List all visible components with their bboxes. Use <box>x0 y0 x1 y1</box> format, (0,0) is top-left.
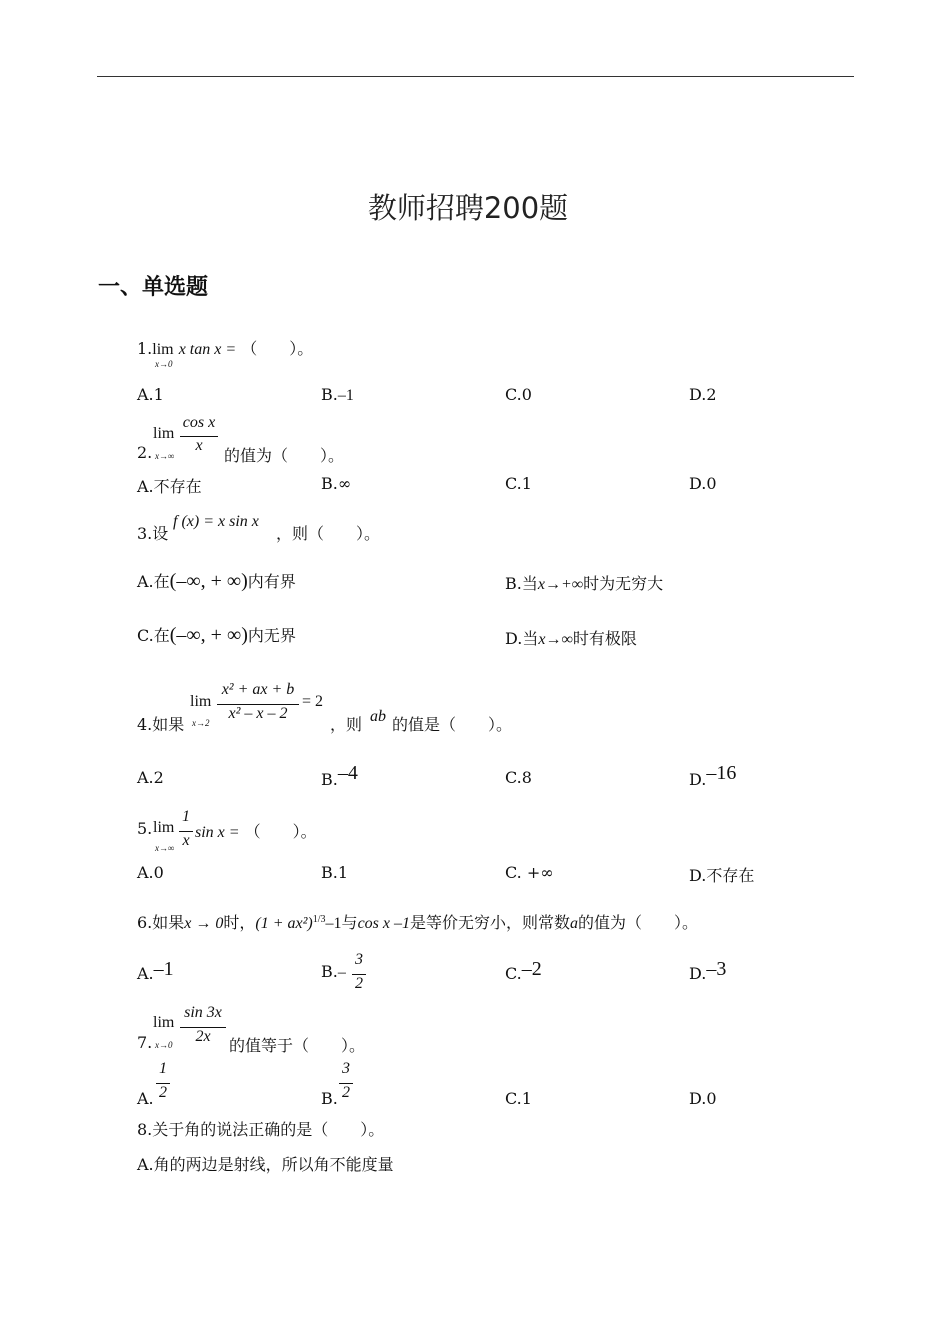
q7-option-a-denominator: 2 <box>156 1083 170 1102</box>
q7-fraction-denominator: 2x <box>180 1027 226 1046</box>
q5-expression: sin x = （ ）。 <box>195 822 317 841</box>
q4-option-a[interactable]: A.2 <box>137 768 164 787</box>
q5-option-a[interactable]: A.0 <box>137 863 164 882</box>
q7-stem: 的值等于（ ）。 <box>229 1036 366 1055</box>
q6-cos-expression: cos x –1 <box>357 915 410 932</box>
q7-fraction-numerator: sin 3x <box>184 1004 222 1021</box>
q5-option-d[interactable]: D.不存在 <box>689 866 755 885</box>
q1-lim: lim <box>152 341 174 358</box>
q4-number: 4.如果 <box>137 715 185 734</box>
q7-limit-subscript: x→0 <box>155 1040 173 1050</box>
question-6: 6.如果x → 0时，$(1 + ax^2)^{1/3}-1$与cos x –1是等价无穷小，则常数a的值为（ ）。 <box>137 913 699 932</box>
q3-option-c-interval: (–∞, + ∞) <box>169 624 248 646</box>
q2-number: 2. <box>137 443 153 462</box>
q4-fraction-numerator: x² + ax + b <box>221 681 295 698</box>
q7-option-b-numerator: 3 <box>342 1060 350 1077</box>
q4-fraction-denominator: x² – x – 2 <box>217 704 299 723</box>
q5-number: 5. <box>137 819 153 838</box>
q2-fraction-numerator: cos x <box>182 414 216 431</box>
q1-option-d[interactable]: D.2 <box>689 385 717 404</box>
page-title: 教师招聘200题 <box>367 191 569 225</box>
q3-option-d[interactable]: D.当x→∞时有极限 <box>505 629 637 648</box>
q5-fraction-numerator: 1 <box>182 808 190 825</box>
q4-option-c[interactable]: C.8 <box>505 768 532 787</box>
q4-option-b-value: –4 <box>337 762 358 784</box>
q7-option-a-numerator: 1 <box>159 1060 167 1077</box>
q6-option-b-numerator: 3 <box>355 951 363 968</box>
header-rule <box>97 76 854 77</box>
q4-stem: 的值是（ ）。 <box>392 715 513 734</box>
q2-option-a[interactable]: A.不存在 <box>137 477 202 496</box>
q1-option-b-value: –1 <box>337 387 354 404</box>
q4-lim: lim <box>190 693 212 710</box>
q2-fraction-denominator: x <box>180 436 218 455</box>
q7-option-c[interactable]: C.1 <box>505 1089 532 1108</box>
q7-option-b-denominator: 2 <box>339 1083 353 1102</box>
q6-option-b[interactable]: B.– <box>321 962 346 981</box>
q2-option-c[interactable]: C.1 <box>505 474 532 493</box>
q1-option-b[interactable]: B.–1 <box>321 385 354 404</box>
q2-lim: lim <box>153 425 175 442</box>
q7-option-d[interactable]: D.0 <box>689 1089 717 1108</box>
q3-option-d-expression: x→∞ <box>538 631 573 648</box>
q1-expression: x tan x = <box>178 341 237 358</box>
q6-option-b-denominator: 2 <box>352 974 366 993</box>
q6-option-c[interactable]: C.–2 <box>505 958 542 983</box>
q8-option-a[interactable]: A.角的两边是射线，所以角不能度量 <box>137 1155 394 1174</box>
q6-option-a[interactable]: A.–1 <box>137 958 174 983</box>
q2-option-d[interactable]: D.0 <box>689 474 717 493</box>
q7-number: 7. <box>137 1033 153 1052</box>
q7-lim: lim <box>153 1014 175 1031</box>
q3-option-c[interactable]: C.在(–∞, + ∞)内无界 <box>137 624 296 646</box>
q1-limit-subscript: x→0 <box>155 359 173 369</box>
section-heading: 一、单选题 <box>98 275 209 300</box>
q3-option-b-expression: x→+∞ <box>537 576 584 593</box>
q3-option-a-interval: (–∞, + ∞) <box>169 570 248 592</box>
q6-condition: x → 0 <box>184 915 224 932</box>
q2-limit-subscript: x→∞ <box>155 451 175 461</box>
q4-limit-subscript: x→2 <box>192 718 210 728</box>
q1-option-a[interactable]: A.1 <box>137 385 164 404</box>
question-3 <box>137 521 168 544</box>
q2-option-b[interactable]: B.∞ <box>321 474 352 493</box>
q6-variable: a <box>570 915 579 932</box>
q1-number: 1. <box>137 339 153 358</box>
q6-number: 6.如果 <box>137 913 185 932</box>
q4-stem-mid: ，则 <box>330 715 363 734</box>
q4-option-d-value: –16 <box>706 762 737 784</box>
q4-ab: ab <box>370 708 386 725</box>
q5-lim: lim <box>153 819 175 836</box>
q3-number: 3.设 <box>137 524 169 543</box>
q6-option-d[interactable]: D.–3 <box>689 958 727 983</box>
q7-option-b[interactable]: B. <box>321 1089 338 1108</box>
q3-option-b[interactable]: B.当x→+∞时为无穷大 <box>505 574 664 593</box>
q3-option-a[interactable]: A.在(–∞, + ∞)内有界 <box>137 570 296 592</box>
q5-option-c[interactable]: C. +∞ <box>505 863 554 882</box>
q3-function: f (x) = x sin x <box>173 513 259 530</box>
question-1 <box>137 336 313 359</box>
q2-stem: 的值为（ ）。 <box>224 446 345 465</box>
q5-limit-subscript: x→∞ <box>155 843 175 853</box>
question-8: 8.关于角的说法正确的是（ ）。 <box>137 1120 385 1139</box>
q6-expression: (1 + ax²) <box>255 915 313 932</box>
q7-option-a[interactable]: A. <box>137 1089 154 1108</box>
q1-blank: （ ）。 <box>241 339 314 358</box>
q4-equals: = 2 <box>302 693 324 710</box>
q3-stem: ，则（ ）。 <box>276 524 381 543</box>
q4-option-d[interactable]: D.–16 <box>689 762 737 789</box>
q5-option-b[interactable]: B.1 <box>321 863 349 882</box>
q6-exponent: 1/3 <box>312 914 326 925</box>
q4-option-b[interactable]: B.–4 <box>321 762 358 789</box>
q1-option-c[interactable]: C.0 <box>505 385 532 404</box>
q5-fraction-denominator: x <box>179 831 193 850</box>
